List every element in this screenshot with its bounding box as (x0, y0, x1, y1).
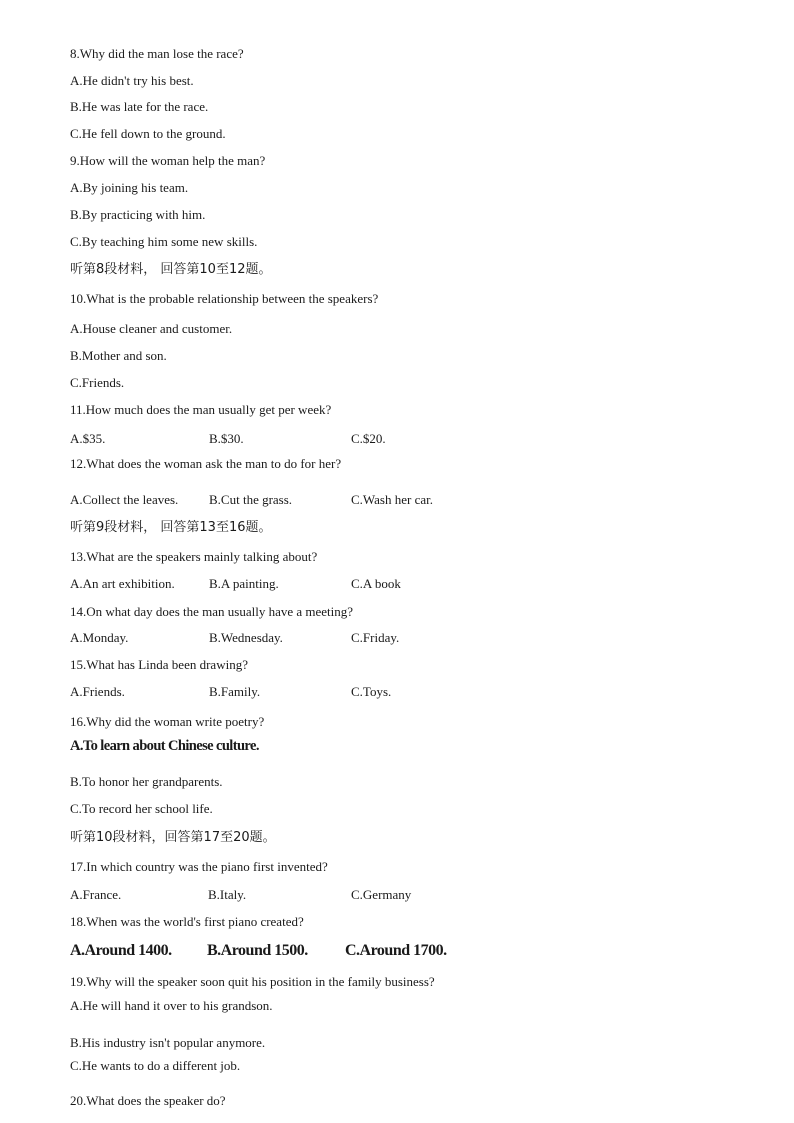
question-15: 15.What has Linda been drawing? (70, 657, 248, 672)
q9-option-c: C.By teaching him some new skills. (70, 234, 258, 249)
section-heading-10: 听第10段材料，回答第17至20题。 (70, 830, 276, 845)
q8-option-b: B.He was late for the race. (70, 99, 209, 114)
q16-option-c: C.To record her school life. (70, 801, 213, 816)
question-19: 19.Why will the speaker soon quit his position in the family business? (70, 974, 435, 989)
q8-option-a: A.He didn't try his best. (70, 73, 194, 88)
q15-option-b: B.Family. (209, 684, 261, 699)
q18-option-a: A.Around 1400. (70, 942, 172, 959)
question-16: 16.Why did the woman write poetry? (70, 714, 265, 729)
q10-option-c: C.Friends. (70, 375, 125, 390)
q15-option-a: A.Friends. (70, 684, 125, 699)
section-heading-8: 听第8段材料， 回答第10至12题。 (70, 262, 272, 277)
q10-option-a: A.House cleaner and customer. (70, 321, 233, 336)
q16-option-a: A.To learn about Chinese culture. (70, 738, 259, 754)
q15-option-c: C.Toys. (351, 684, 392, 699)
q9-option-a: A.By joining his team. (70, 180, 189, 195)
q17-options (70, 887, 794, 903)
question-18: 18.When was the world's first piano created? (70, 914, 304, 929)
q11-option-c: C.$20. (351, 431, 386, 446)
question-11: 11.How much does the man usually get per week? (70, 402, 332, 417)
q14-option-c: C.Friday. (351, 630, 400, 645)
q18-option-b: B.Around 1500. (207, 942, 308, 959)
question-9: 9.How will the woman help the man? (70, 153, 266, 168)
q14-options (70, 630, 794, 646)
q15-options (70, 684, 794, 700)
q18-option-c: C.Around 1700. (345, 942, 447, 959)
q19-option-c: C.He wants to do a different job. (70, 1058, 241, 1073)
q16-option-b: B.To honor her grandparents. (70, 774, 223, 789)
question-17: 17.In which country was the piano first invented? (70, 859, 328, 874)
q14-option-a: A.Monday. (70, 630, 129, 645)
q11-options (70, 431, 794, 447)
q13-option-a: A.An art exhibition. (70, 576, 175, 591)
q18-options (70, 942, 794, 960)
q14-option-b: B.Wednesday. (209, 630, 283, 645)
question-14: 14.On what day does the man usually have a meeting? (70, 604, 354, 619)
question-12: 12.What does the woman ask the man to do for her? (70, 456, 342, 471)
q17-option-b: B.Italy. (208, 887, 247, 902)
q9-option-b: B.By practicing with him. (70, 207, 206, 222)
q12-option-a: A.Collect the leaves. (70, 492, 179, 507)
q13-option-b: B.A painting. (209, 576, 279, 591)
q19-option-a: A.He will hand it over to his grandson. (70, 998, 273, 1013)
q13-option-c: C.A book (351, 576, 401, 591)
q12-option-b: B.Cut the grass. (209, 492, 293, 507)
q17-option-c: C.Germany (351, 887, 412, 902)
q8-option-c: C.He fell down to the ground. (70, 126, 226, 141)
q11-option-a: A.$35. (70, 431, 106, 446)
question-8: 8.Why did the man lose the race? (70, 46, 244, 61)
q13-options (70, 576, 794, 592)
q17-option-a: A.France. (70, 887, 122, 902)
question-20: 20.What does the speaker do? (70, 1093, 226, 1108)
question-13: 13.What are the speakers mainly talking about? (70, 549, 318, 564)
section-heading-9: 听第9段材料， 回答第13至16题。 (70, 520, 272, 535)
q12-option-c: C.Wash her car. (351, 492, 433, 507)
q19-option-b: B.His industry isn't popular anymore. (70, 1035, 266, 1050)
q10-option-b: B.Mother and son. (70, 348, 167, 363)
question-10: 10.What is the probable relationship between the speakers? (70, 291, 379, 306)
q12-options (70, 492, 794, 508)
q11-option-b: B.$30. (209, 431, 244, 446)
